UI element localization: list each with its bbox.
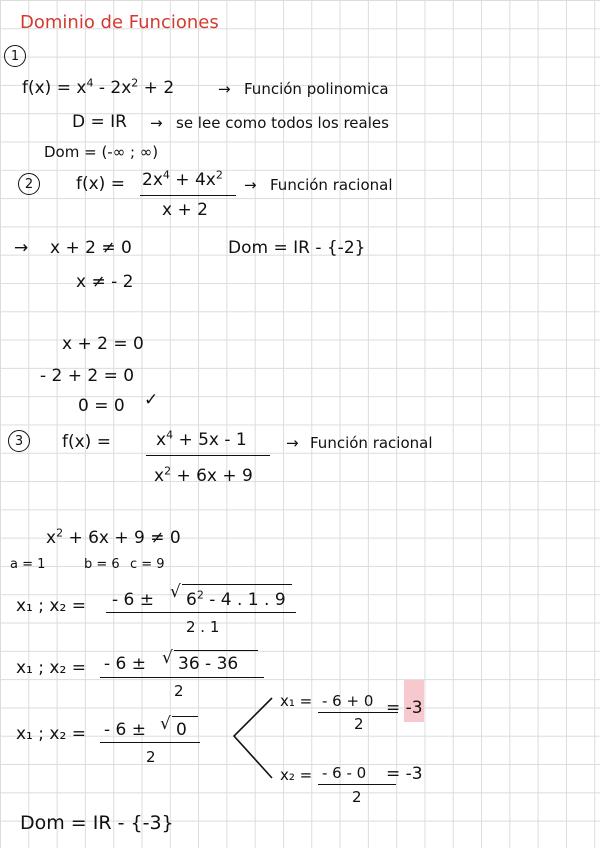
ex1-domain-interval: Dom = (-∞ ; ∞) <box>44 143 159 161</box>
ex3-neq-rest: + 6x + 9 ≠ 0 <box>63 528 181 548</box>
ex3-x1-result: = -3 <box>386 698 423 718</box>
ex1-reading-arrow-icon: → <box>150 114 163 132</box>
ex2-denominator: x + 2 <box>162 200 208 220</box>
ex3-q2-denominator: 2 <box>174 682 184 700</box>
ex3-q3-denominator: 2 <box>146 748 156 766</box>
ex2-lhs: f(x) = <box>76 174 125 194</box>
ex3-q2-radicand: 36 - 36 <box>178 654 239 674</box>
ex3-type-arrow-icon: → <box>286 434 299 452</box>
page-title: Dominio de Funciones <box>20 12 219 33</box>
sqrt-icon: √ <box>162 648 173 668</box>
ex3-x1-numerator: - 6 + 0 <box>322 692 374 710</box>
ex1-type: Función polinomica <box>244 80 389 98</box>
ex3-x2-denominator: 2 <box>352 788 362 806</box>
ex3-x2-result: = -3 <box>386 764 423 784</box>
ex1-power-1: 4 <box>86 76 94 90</box>
ex3-neq-term-1: x <box>46 528 57 548</box>
ex2-type-arrow-icon: → <box>244 176 257 194</box>
ex3-q1-numerator-prefix: - 6 ± <box>112 590 155 610</box>
ex2-num-term-2: + 4x <box>169 170 216 190</box>
sqrt-icon: √ <box>170 582 181 602</box>
ex3-den-power: 2 <box>164 464 172 478</box>
ex3-x2-fraction-bar <box>318 784 396 785</box>
exercise-3-number: 3 <box>8 430 30 452</box>
ex3-x1-denominator: 2 <box>354 715 364 733</box>
ex2-neq-arrow-icon: → <box>14 238 29 258</box>
ex2-num-power-1: 4 <box>162 168 170 182</box>
ex2-check-1: x + 2 = 0 <box>62 334 144 354</box>
ex3-coef-a: a = 1 <box>10 557 46 572</box>
ex3-den-term-1: x <box>154 466 165 486</box>
ex3-x2-numerator: - 6 - 0 <box>322 764 367 782</box>
ex3-roots-label-1: x₁ ; x₂ = <box>16 596 86 616</box>
ex2-num-power-2: 2 <box>215 168 223 182</box>
ex1-middle-term: - 2x <box>93 78 132 98</box>
ex3-lhs: f(x) = <box>62 432 111 452</box>
ex3-num-power: 4 <box>166 428 174 442</box>
ex3-q1-denominator: 2 . 1 <box>186 618 220 636</box>
ex1-power-2: 2 <box>131 76 139 90</box>
ex3-roots-label-2: x₁ ; x₂ = <box>16 658 86 678</box>
ex3-q3-numerator-prefix: - 6 ± <box>104 720 147 740</box>
ex3-q2-numerator-prefix: - 6 ± <box>104 654 147 674</box>
check-mark-icon: ✓ <box>144 390 159 410</box>
exercise-1-number: 1 <box>4 45 26 67</box>
ex3-q1-rad-power: 2 <box>196 588 204 602</box>
ex3-num-term-1: x <box>156 430 167 450</box>
ex1-constant: + 2 <box>138 78 175 98</box>
ex1-reading: se lee como todos los reales <box>176 114 389 132</box>
ex3-coef-b: b = 6 <box>84 557 120 572</box>
ex3-q1-rad-rest: - 4 . 1 . 9 <box>203 590 286 610</box>
ex2-check-3: 0 = 0 <box>78 396 125 416</box>
ex3-den-rest: + 6x + 9 <box>171 466 253 486</box>
ex3-q1-rad-b: 6 <box>186 590 197 610</box>
ex1-type-arrow-icon: → <box>218 80 231 98</box>
ex3-neq-power: 2 <box>56 526 64 540</box>
ex2-not-equal-2: x ≠ - 2 <box>76 272 134 292</box>
ex2-num-term-1: 2x <box>142 170 163 190</box>
sqrt-icon: √ <box>160 714 171 734</box>
ex3-q3-radicand: 0 <box>176 720 187 740</box>
ex3-x2-label: x₂ = <box>280 766 313 784</box>
ex3-roots-label-3: x₁ ; x₂ = <box>16 724 86 744</box>
ex3-num-rest: + 5x - 1 <box>173 430 247 450</box>
ex1-domain-eq: D = IR <box>72 112 127 132</box>
exercise-2-number: 2 <box>18 173 40 195</box>
ex2-domain: Dom = IR - {-2} <box>228 238 366 258</box>
ex2-type: Función racional <box>270 176 393 194</box>
ex3-domain: Dom = IR - {-3} <box>20 812 174 834</box>
ex1-lhs: f(x) = x <box>22 78 87 98</box>
ex2-check-2: - 2 + 2 = 0 <box>40 366 135 386</box>
ex3-coef-c: c = 9 <box>130 557 165 572</box>
ex3-type: Función racional <box>310 434 433 452</box>
ex3-x1-label: x₁ = <box>280 692 313 710</box>
ex2-not-equal-1: x + 2 ≠ 0 <box>50 238 132 258</box>
